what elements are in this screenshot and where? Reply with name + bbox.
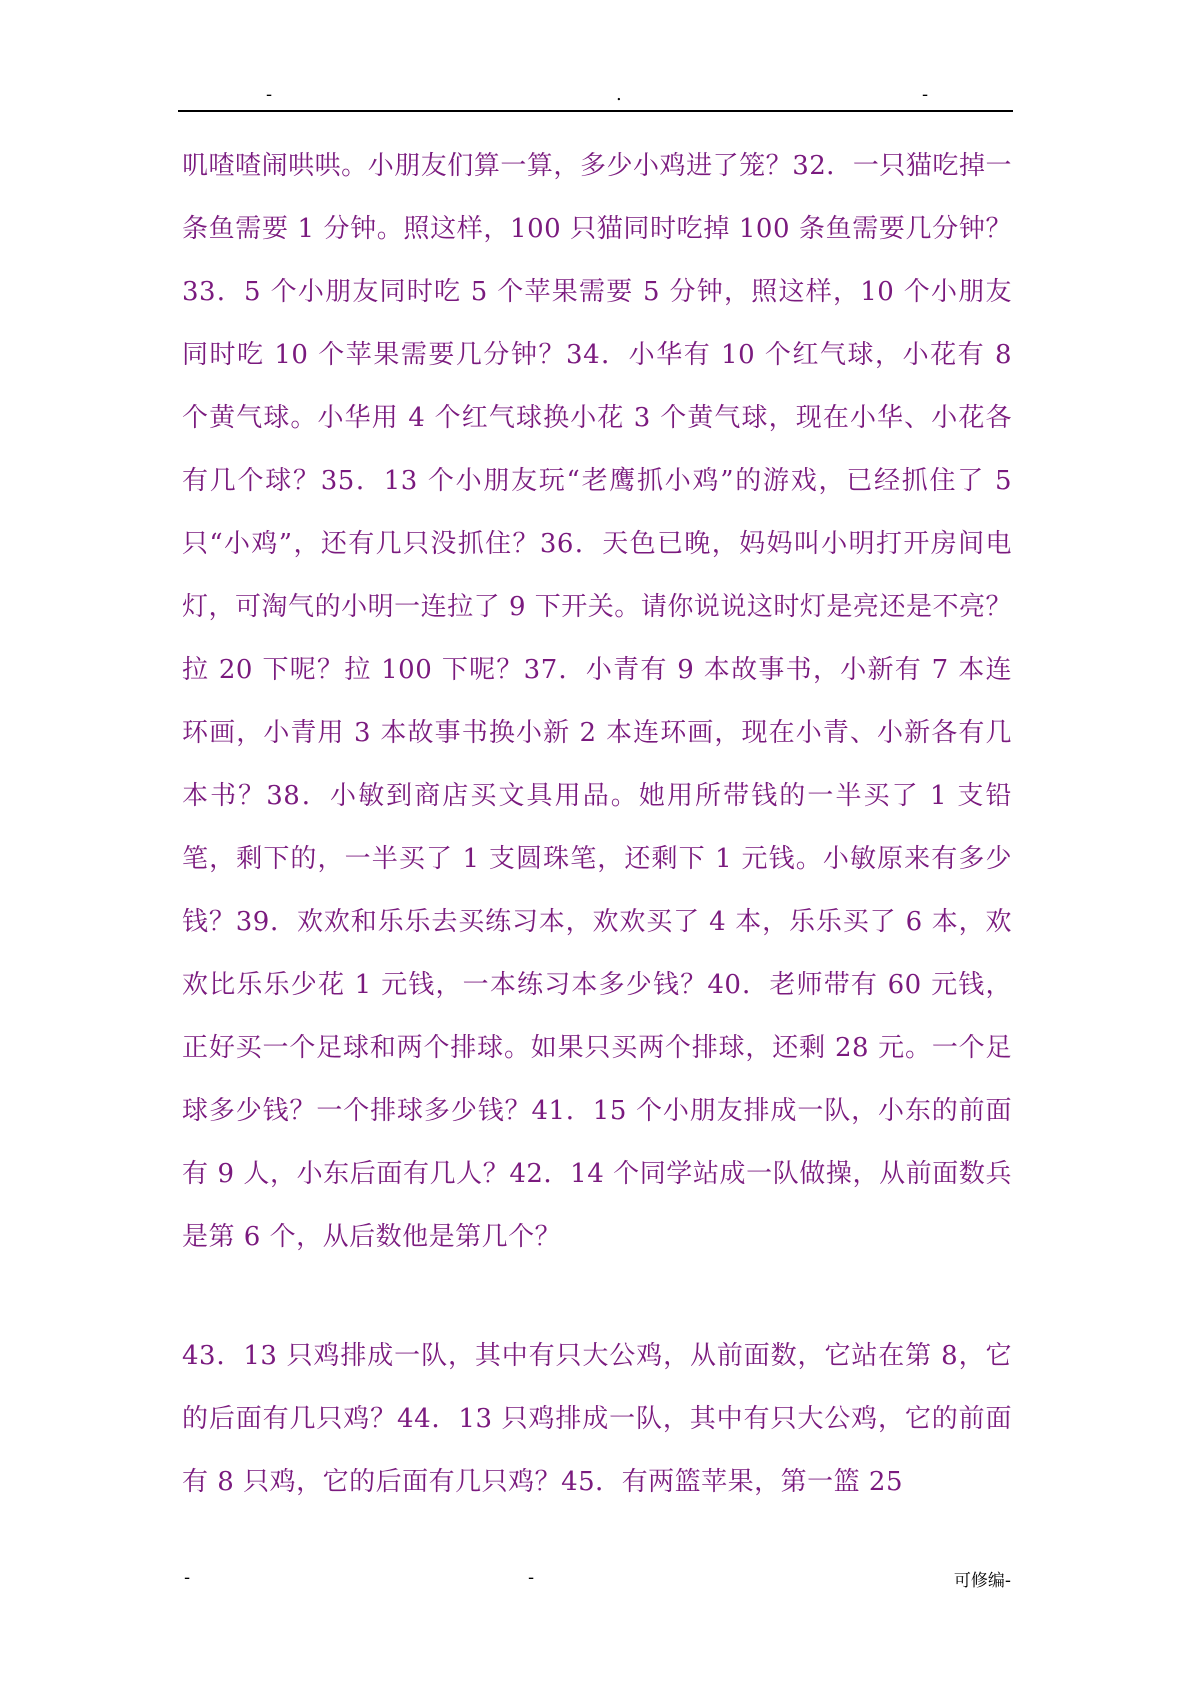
header-mark-center: . (616, 84, 622, 105)
paragraph-problems-43-45: 43．13 只鸡排成一队，其中有只大公鸡，从前面数，它站在第 8，它的后面有几只鸡？44．13 只鸡排成一队，其中有只大公鸡，它的前面有 8 只鸡，它的后面有几只鸡？45．有两篮苹果，第一篮 25 (182, 1341, 1012, 1497)
header-mark-left: - (266, 84, 273, 105)
page-footer (178, 1566, 1013, 1596)
document-body (182, 135, 1012, 1514)
footer-mark-left: - (184, 1568, 191, 1588)
header-mark-right: - (922, 84, 929, 105)
footer-editable-label: 可修编- (953, 1571, 1011, 1591)
page-header (178, 82, 1013, 112)
paragraph-problems-31-42: 叽喳喳闹哄哄。小朋友们算一算，多少小鸡进了笼？32．一只猫吃掉一条鱼需要 1 分钟。照这样，100 只猫同时吃掉 100 条鱼需要几分钟？33．5 个小朋友同时吃 5 个苹果需要 5 分钟，照这样，10 个小朋友同时吃 10 个苹果需要几分钟？34．小华有 10 个红气球，小花有 8 个黄气球。小华用 4 个红气球换小花 3 个黄气球，现在小华、小花各有几个球？35．13 个小朋友玩“老鹰抓小鸡”的游戏，已经抓住了 5 只“小鸡”，还有几只没抓住？36．天色已晚，妈妈叫小明打开房间电灯，可淘气的小明一连拉了 9 下开关。请你说说这时灯是亮还是不亮？拉 20 下呢？拉 100 下呢？37．小青有 9 本故事书，小新有 7 本连环画，小青用 3 本故事书换小新 2 本连环画，现在小青、小新各有几本书？38．小敏到商店买文具用品。她用所带钱的一半买了 1 支铅笔，剩下的，一半买了 1 支圆珠笔，还剩下 1 元钱。小敏原来有多少钱？39．欢欢和乐乐去买练习本，欢欢买了 4 本，乐乐买了 6 本，欢欢比乐乐少花 1 元钱，一本练习本多少钱？40．老师带有 60 元钱，正好买一个足球和两个排球。如果只买两个排球，还剩 28 元。一个足球多少钱？一个排球多少钱？41．15 个小朋友排成一队，小东的前面有 9 人，小东后面有几人？42．14 个同学站成一队做操，从前面数兵是第 6 个，从后数他是第几个？ (182, 151, 1012, 1252)
footer-mark-center: - (528, 1568, 535, 1588)
